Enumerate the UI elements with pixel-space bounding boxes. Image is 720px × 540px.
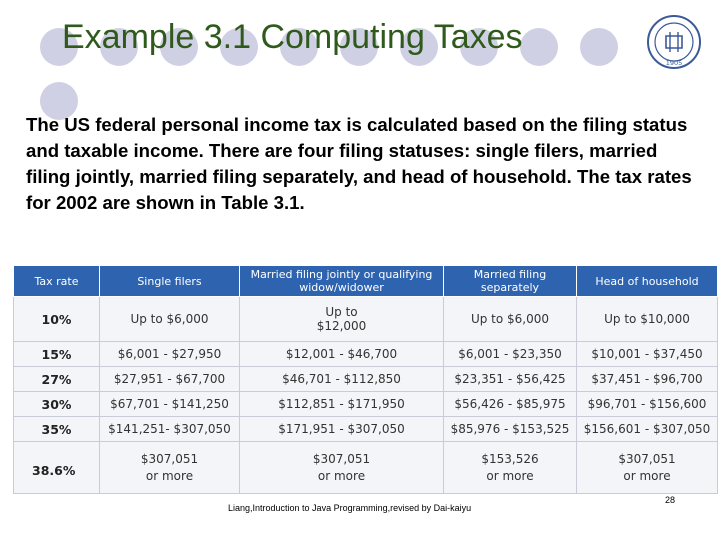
joint-cell [240, 297, 444, 342]
col-header-joint-line2: widow/widower [299, 281, 384, 294]
joint-cell-line1: Up to [325, 305, 358, 319]
joint-cell-line2: $12,000 [316, 319, 367, 333]
col-header-joint-line1: Married filing jointly or qualifying [250, 268, 433, 281]
separate-cell: $23,351 - $56,425 [444, 367, 577, 392]
table-header-row [14, 266, 718, 297]
col-header-tax-rate: Tax rate [14, 266, 100, 297]
head-cell [577, 442, 718, 494]
table-row [14, 392, 718, 417]
tax-rate-table [13, 265, 718, 494]
joint-cell: $112,851 - $171,950 [240, 392, 444, 417]
joint-cell: $171,951 - $307,050 [240, 417, 444, 442]
tax-rate-cell: 30% [14, 392, 100, 417]
single-cell: $6,001 - $27,950 [100, 342, 240, 367]
table-row [14, 342, 718, 367]
tax-rate-cell: 10% [14, 297, 100, 342]
single-cell [100, 442, 240, 494]
separate-cell: $85,976 - $153,525 [444, 417, 577, 442]
col-header-separate-line2: separately [480, 281, 540, 294]
col-header-joint [240, 266, 444, 297]
table-row [14, 417, 718, 442]
head-cell: Up to $10,000 [577, 297, 718, 342]
decor-circle [580, 28, 618, 66]
head-cell: $156,601 - $307,050 [577, 417, 718, 442]
joint-cell-line1: $307,051 [312, 451, 371, 466]
col-header-separate [444, 266, 577, 297]
separate-cell: $56,426 - $85,975 [444, 392, 577, 417]
joint-cell: $12,001 - $46,700 [240, 342, 444, 367]
page-number: 28 [665, 495, 676, 505]
university-seal-icon [646, 14, 702, 70]
decor-circle [520, 28, 558, 66]
tax-rate-cell: 35% [14, 417, 100, 442]
table-row [14, 297, 718, 342]
tax-rate-cell: 15% [14, 342, 100, 367]
slide-title: Example 3.1 Computing Taxes [62, 18, 523, 56]
slide-footer: Liang,Introduction to Java Programming,revised by Dai-kaiyu [228, 503, 472, 513]
body-paragraph: The US federal personal income tax is calculated based on the filing status and taxable income. There are four filing statuses: single filers, married filing jointly, married filing separately, and head of household. The tax rates for 2002 are shown in Table 3.1. [26, 114, 692, 213]
separate-cell-line2: or more [486, 468, 534, 483]
joint-cell [240, 442, 444, 494]
single-cell-line2: or more [145, 468, 194, 483]
single-cell: $67,701 - $141,250 [100, 392, 240, 417]
head-cell-line1: $307,051 [618, 451, 676, 466]
head-cell-line2: or more [623, 468, 671, 483]
head-cell: $37,451 - $96,700 [577, 367, 718, 392]
table-row [14, 442, 718, 494]
single-cell: Up to $6,000 [100, 297, 240, 342]
table-row [14, 367, 718, 392]
separate-cell: $6,001 - $23,350 [444, 342, 577, 367]
single-cell: $27,951 - $67,700 [100, 367, 240, 392]
head-cell: $10,001 - $37,450 [577, 342, 718, 367]
col-header-single: Single filers [100, 266, 240, 297]
joint-cell-line2: or more [317, 468, 366, 483]
single-cell: $141,251- $307,050 [100, 417, 240, 442]
col-header-separate-line1: Married filing [473, 268, 547, 281]
joint-cell: $46,701 - $112,850 [240, 367, 444, 392]
single-cell-line1: $307,051 [140, 451, 199, 466]
head-cell: $96,701 - $156,600 [577, 392, 718, 417]
separate-cell [444, 442, 577, 494]
tax-rate-cell: 27% [14, 367, 100, 392]
tax-rate-cell: 38.6% [14, 442, 100, 494]
col-header-head: Head of household [577, 266, 718, 297]
separate-cell-line1: $153,526 [481, 451, 539, 466]
separate-cell: Up to $6,000 [444, 297, 577, 342]
seal-year: 1905 [665, 59, 683, 67]
